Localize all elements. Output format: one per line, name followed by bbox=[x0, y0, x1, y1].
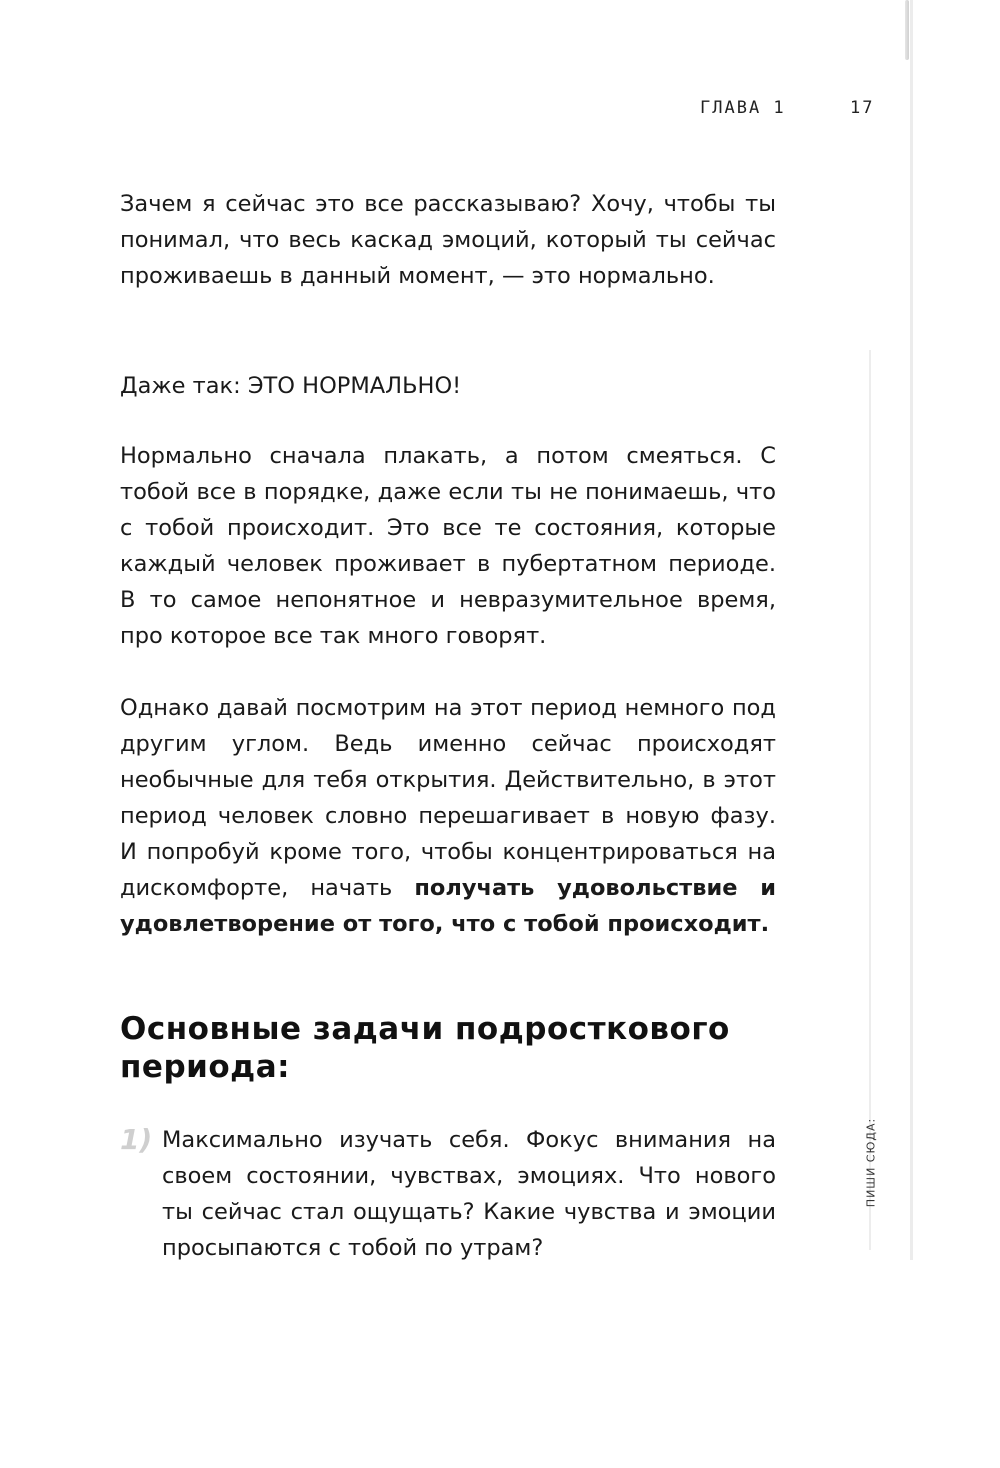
paragraph-4 bbox=[120, 690, 776, 942]
chapter-header: ГЛАВА 1 bbox=[700, 98, 786, 118]
margin-line-top bbox=[905, 0, 909, 60]
margin-line-outer bbox=[910, 0, 913, 1260]
margin-note-label: ПИШИ СЮДА: bbox=[864, 1117, 878, 1208]
margin-line-inner bbox=[869, 350, 871, 1250]
section-title: Основные задачи подросткового периода: bbox=[120, 1011, 730, 1085]
paragraph-2: Даже так: ЭТО НОРМАЛЬНО! bbox=[120, 373, 462, 399]
paragraph-3: Нормально сначала плакать, а потом смеяться. С тобой все в порядке, даже если ты не понимаешь, что с тобой происходит. Это все те состояния, которые каждый человек проживает в пубертатном периоде. В то самое непонятное и невразумительное время, про которое все так много говорят. bbox=[120, 443, 776, 649]
paragraph-1: Зачем я сейчас это все рассказываю? Хочу, чтобы ты понимал, что весь каскад эмоций, который ты сейчас проживаешь в данный момент, — это нормально. bbox=[120, 191, 776, 289]
paragraph-4-text: Однако давай посмотрим на этот период немного под другим углом. Ведь именно сейчас происходят необычные для тебя открытия. Действительно, в этот период человек словно перешагивает в новую фазу. И попробуй кроме того, чтобы концентрироваться на дискомфорте, начать bbox=[120, 695, 776, 901]
list-item-text: Максимально изучать себя. Фокус внимания на своем состоянии, чувствах, эмоциях. Что нового ты сейчас стал ощущать? Какие чувства и эмоции просыпаются с тобой по утрам? bbox=[162, 1127, 776, 1261]
page-number: 17 bbox=[850, 98, 875, 118]
paragraph-4-emphasis: получать удовольствие и удовлетворение от того, что с тобой происходит. bbox=[120, 875, 776, 937]
list-item-number: 1) bbox=[120, 1123, 153, 1156]
